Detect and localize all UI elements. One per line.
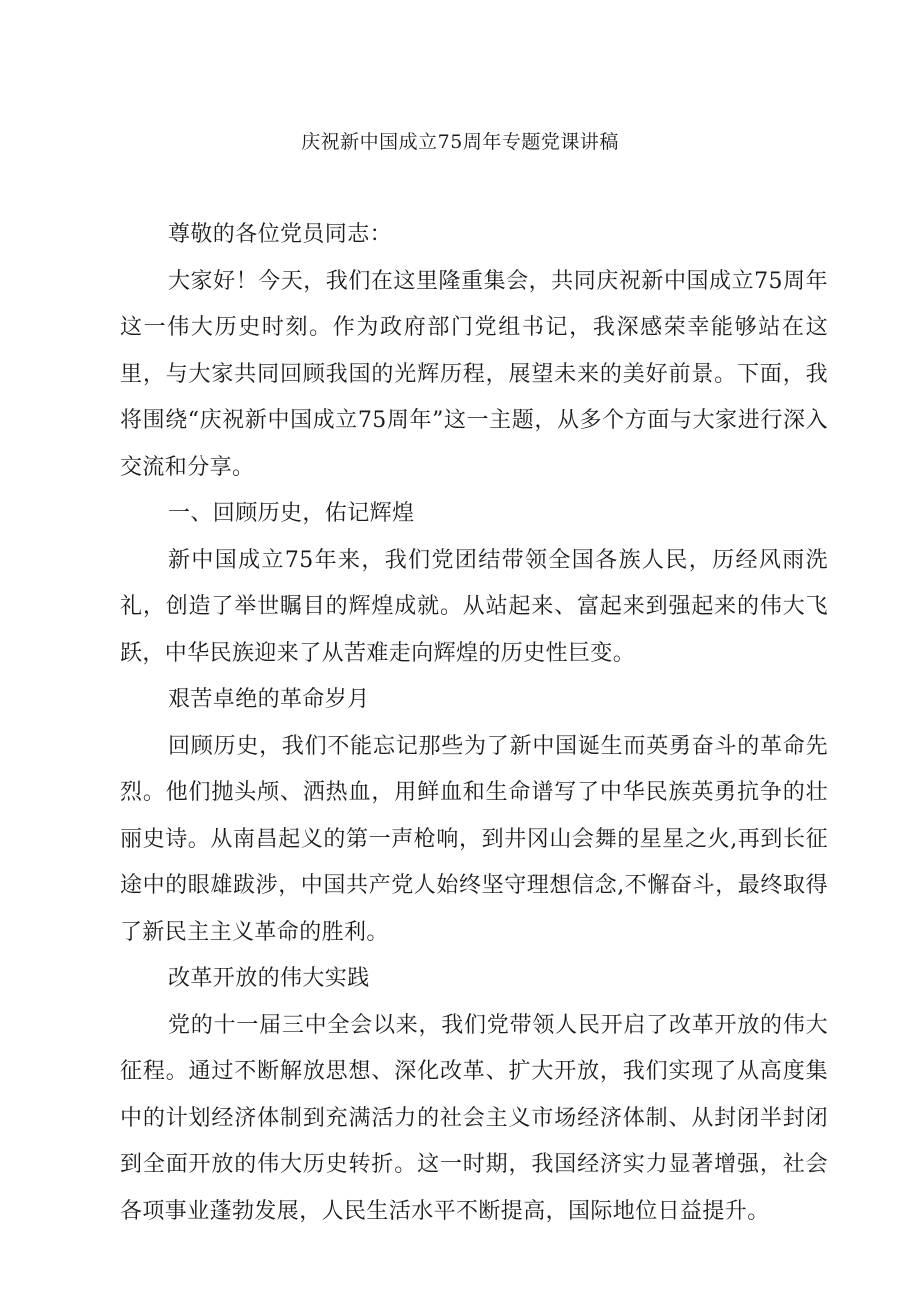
intro-paragraph: 大家好！今天，我们在这里隆重集会，共同庆祝新中国成立75周年这一伟大历史时刻。作为政府部门党组书记，我深感荣幸能够站在这里，与大家共同回顾我国的光辉历程，展望未来的美好前景。下面，我将围绕“庆祝新中国成立75周年”这一主题，从多个方面与大家进行深入交流和分享。 [120,268,828,480]
subsection-heading-reform: 改革开放的伟大实践 [168,966,370,991]
subsection-heading-revolution: 艰苦卓绝的革命岁月 [168,687,370,712]
salutation-paragraph: 尊敬的各位党员同志： [168,222,393,247]
body-paragraph: 党的十一届三中全会以来，我们党带领人民开启了改革开放的伟大征程。通过不断解放思想、深化改革、扩大开放，我们实现了从高度集中的计划经济体制到充满活力的社会主义市场经济体制、从封闭半封闭到全面开放的伟大历史转折。这一时期，我国经济实力显著增强，社会各项事业蓬勃发展，人民生活水平不断提高，国际地位日益提升。 [120,1012,828,1224]
section-heading-1: 一、回顾历史，佑记辉煌 [168,501,415,526]
body-paragraph: 回顾历史，我们不能忘记那些为了新中国诞生而英勇奋斗的革命先烈。他们抛头颅、洒热血，用鲜血和生命谱写了中华民族英勇抗争的壮丽史诗。从南昌起义的第一声枪响，到井冈山会舞的星星之火,再到长征途中的眼雄跋涉，中国共产党人始终坚守理想信念,不懈奋斗，最终取得了新民主主义革命的胜利。 [120,733,828,945]
document-title: 庆祝新中国成立75周年专题党课讲稿 [301,131,619,153]
body-paragraph: 新中国成立75年来，我们党团结带领全国各族人民，历经风雨洗礼，创造了举世瞩目的辉煌成就。从站起来、富起来到强起来的伟大飞跃，中华民族迎来了从苦难走向辉煌的历史性巨变。 [120,547,828,666]
document-body [120,212,828,1235]
